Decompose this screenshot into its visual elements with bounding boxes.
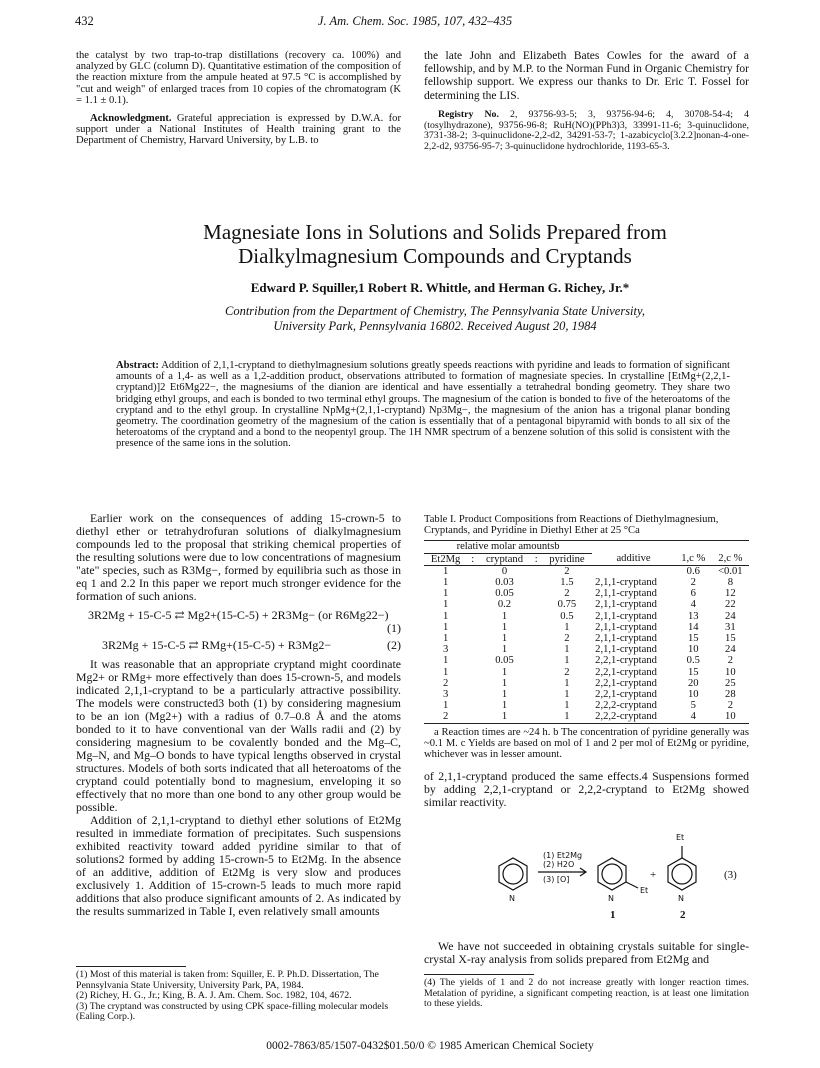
table-row <box>424 644 749 655</box>
registry-paragraph <box>424 110 749 153</box>
author-list: Edward P. Squiller,1 Robert R. Whittle, and Herman G. Richey, Jr.* <box>250 280 630 295</box>
table-cell: 4 <box>690 599 696 611</box>
n-atom-product-2: N <box>678 894 684 903</box>
equation-1 <box>76 609 401 635</box>
table-header-cell: : <box>534 553 538 565</box>
table-spacer-cell <box>531 622 542 633</box>
table-cell: 24 <box>725 610 736 622</box>
table-spacer-cell <box>467 565 478 577</box>
abstract-text: Addition of 2,1,1-cryptand to diethylmagnesium solutions greatly speeds reactions with pyridine and leads to formation of significant amounts of a 1,4- as well as a 1,2-addition product, observations attributed to formation of magnesiate species. In crystalline [EtMg+(2,2,1-cryptand)]2 Et6Mg22−, the magnesiums of the dianion are identical and have essentially a tetrahedral bonding geometry. They share two bridging ethyl groups, and each is bonded to two terminal ethyl groups. The magnesium of the cation is bonded to five of the heteroatoms of the cryptand and to the ethyl group. In crystalline NpMg+(2,1,1-cryptand) Np3Mg−, the magnesium of the anion has a trigonal planar bonding geometry. The coordination geometry of the magnesium of the cation is essentially that of a pentagonal bipyramid with bonds to all six of the heteroatoms of the cryptand and a bond to the neopentyl group. The 1H NMR spectrum of a benzene solution of this solid is consistent with the presence of the same ions in the solution. <box>116 360 730 450</box>
table-spacer-cell <box>467 678 478 689</box>
right-paragraph-1: of 2,1,1-cryptand produced the same effects.4 Suspensions formed by adding 2,2,1-cryptand or 2,2,2-cryptand to Et2Mg showed similar reactivity. <box>424 769 749 809</box>
table-cell: 1 <box>442 577 449 589</box>
table-cell: 2,1,1-cryptand <box>595 577 657 589</box>
right-paragraph-2-block <box>424 940 749 966</box>
table-cell: 2 <box>564 633 570 645</box>
acknowledgment-text: Grateful appreciation is expressed by D.W.A. for support under a National Institutes of Health training grant to the Department of Chemistry, Harvard University, by L.B. to <box>76 113 401 147</box>
table-spacer-cell <box>467 588 478 599</box>
right-footnote-rule <box>424 974 534 975</box>
table-cell: 2 <box>727 655 733 667</box>
footnote-2: (2) Richey, H. G., Jr.; King, B. A. J. Am. Chem. Soc. 1982, 104, 4672. <box>76 990 352 1002</box>
table-cell: 1 <box>442 621 449 633</box>
table-cell: 1 <box>501 677 508 689</box>
reactivity-paragraph: Addition of 2,1,1-cryptand to diethyl ether solutions of Et2Mg resulted in immediate formation of precipitates. Such suspensions exhibited reactivity toward added pyridine similar to that of solutions2 formed by adding 15-crown-5 to Et2Mg. In the absence of an additive, addition of Et2Mg is very slow and produces exclusively 1. Addition of 15-crown-5 leads to much more rapid additions that also produce significant amounts of 2. As indicated by the results summarized in Table I, even relatively small amounts <box>76 813 401 918</box>
table-spacer-cell <box>467 599 478 610</box>
n-atom-product-1: N <box>608 894 614 903</box>
table-cell: 1 <box>564 644 570 656</box>
title-line-1: Magnesiate Ions in Solutions and Solids Prepared from <box>203 220 667 244</box>
table-header-cell: 1,c % <box>681 553 706 565</box>
left-footnotes <box>76 966 401 1023</box>
table-header-cell: : <box>471 553 475 565</box>
table-cell: 1 <box>501 666 508 678</box>
table-header-cell: Et2Mg <box>430 553 461 565</box>
table-cell: 10 <box>725 666 736 678</box>
table-cell: 0 <box>501 565 508 577</box>
table-cell: 1 <box>564 700 570 712</box>
table-cell: 0.2 <box>497 599 512 611</box>
table-row <box>424 599 749 610</box>
reagent-2: (2) H2O <box>543 860 575 869</box>
running-header <box>75 14 755 32</box>
table-spacer-cell <box>531 611 542 622</box>
table-header-cell: cryptand <box>485 553 524 565</box>
table-spacer-cell <box>467 577 478 588</box>
table-row <box>424 689 749 700</box>
acknowledgment-label: Acknowledgment. <box>90 113 172 125</box>
title-line-2: Dialkylmagnesium Compounds and Cryptands <box>238 244 632 268</box>
table-spacer-cell <box>467 667 478 678</box>
journal-citation: J. Am. Chem. Soc. 1985, 107, 432–435 <box>317 14 513 28</box>
prev-article-right-column <box>424 50 749 153</box>
table-row <box>424 711 749 722</box>
table-cell: 4 <box>690 711 696 723</box>
prev-article-left-column <box>76 50 401 147</box>
table-row <box>424 611 749 622</box>
table-cell: 15 <box>725 633 736 645</box>
table-cell: 2,2,1-cryptand <box>595 689 657 701</box>
table-cell: 2,1,1-cryptand <box>595 644 657 656</box>
table-spacer-cell <box>531 588 542 599</box>
equation-2 <box>76 639 401 652</box>
table-row <box>424 577 749 588</box>
pyridine-aromatic-circle <box>503 864 523 884</box>
table-spacer-cell <box>531 565 542 577</box>
table-cell: 2,1,1-cryptand <box>595 588 657 600</box>
acknowledgment-paragraph <box>76 113 401 147</box>
table-cell: 1 <box>501 711 508 723</box>
models-paragraph: It was reasonable that an appropriate cryptand might coordinate Mg2+ or RMg+ more effectively than does 15-crown-5, and models indicated 2,1,1-cryptand to be a particularly attractive possibility. The models were constructed3 both (1) by considering magnesium to be an ion (Mg2+) with a radius of 0.7–0.8 Å and the atoms bonded to it to have conventional van der Walls radii and (2) by considering magnesium to be covalently bonded and the Mg–C, Mg–N, and Mg–O bonds to have typical lengths observed in crystal structures. Models of both sorts indicated that all heteroatoms of the cryptand could potentially bond to magnesium, enveloping it so effectively that no more than one bond to any other group would be possible. <box>76 657 401 814</box>
equation-3-number: (3) <box>724 869 737 881</box>
table-header-cell: pyridine <box>549 553 585 565</box>
table-cell: 20 <box>688 677 699 689</box>
table-header-cell: 2,c % <box>718 553 743 565</box>
table-cell: 22 <box>725 599 736 611</box>
table-grid <box>424 541 749 722</box>
table-bottom-rule <box>424 723 749 724</box>
footnote-1: (1) Most of this material is taken from: Squiller, E. P. Ph.D. Dissertation, The Pennsylvania State University, University Park, PA, 1984. <box>76 969 379 991</box>
table-spacer-cell <box>531 655 542 666</box>
table-cell: 15 <box>688 633 699 645</box>
product-2-aromatic-circle <box>672 864 692 884</box>
table-cell: 10 <box>688 689 699 701</box>
table-cell: 1 <box>564 689 570 701</box>
product-label-2: 2 <box>680 909 686 921</box>
equation-2-number: (2) <box>387 638 401 652</box>
table-spacer-cell <box>467 622 478 633</box>
footnote-4: (4) The yields of 1 and 2 do not increase greatly with longer reaction times. Metalation of pyridine, a significant competing reaction, is at least one limitation to these yields. <box>424 977 749 1010</box>
equation-2-text: 3R2Mg + 15-C-5 ⇄ RMg+(15-C-5) + R3Mg2− <box>102 638 332 652</box>
table-cell: 0.75 <box>557 599 577 611</box>
table-cell: 24 <box>725 644 736 656</box>
table-cell: 2,2,1-cryptand <box>595 655 657 667</box>
table-cell: 2,1,1-cryptand <box>595 610 657 622</box>
equation-1-text: 3R2Mg + 15-C-5 ⇄ Mg2+(15-C-5) + 2R3Mg− (or R6Mg22−) <box>88 608 389 622</box>
table-caption: Table I. Product Compositions from Reactions of Diethylmagnesium, Cryptands, and Pyridine in Diethyl Ether at 25 °Ca <box>424 514 719 537</box>
table-cell: 2 <box>564 565 570 577</box>
body-right-column <box>424 770 749 809</box>
reaction-scheme-drawing <box>424 818 749 930</box>
reaction-scheme <box>424 818 749 930</box>
table-cell: 2,2,1-cryptand <box>595 677 657 689</box>
table-cell: 1 <box>501 621 508 633</box>
table-row <box>424 633 749 644</box>
table-cell: 2,1,1-cryptand <box>595 599 657 611</box>
table-row <box>424 700 749 711</box>
table-cell: 2 <box>564 666 570 678</box>
table-cell: 1 <box>442 588 449 600</box>
table-cell: 2,2,1-cryptand <box>595 666 657 678</box>
table-cell: 25 <box>725 677 736 689</box>
table-cell: 1 <box>501 689 508 701</box>
table-cell: 2 <box>442 677 449 689</box>
right-footnotes <box>424 974 749 1010</box>
table-cell: 2,2,2-cryptand <box>595 700 657 712</box>
table-row <box>424 667 749 678</box>
registry-text: 2, 93756-93-5; 3, 93756-94-6; 4, 30708-54-4; 4 (tosylhydrazone), 93756-96-8; RuH(NO)(PPh3)3, 33991-11-6; 3-quinuclidone, 3731-38-2; 3-quinuclidone-2,2-d2, 34291-53-7; 1-azabicyclo[3.2.2]nonan-4-one-2,2-d2, 93756-95-7; 3-quinuclidone hydrochloride, 1193-65-3. <box>424 108 750 153</box>
table-cell: 1.5 <box>560 577 574 589</box>
table-cell: 3 <box>442 689 449 701</box>
table-cell: 1 <box>442 610 449 622</box>
table-row <box>424 588 749 599</box>
table-cell: 1 <box>501 610 508 622</box>
table-spacer-cell <box>467 633 478 644</box>
table-cell: 0.5 <box>686 655 700 667</box>
affiliation <box>175 304 695 334</box>
table-cell: 10 <box>688 644 699 656</box>
table-cell: 28 <box>725 689 736 701</box>
ethyl-label-product-2: Et <box>676 833 685 842</box>
table-header-cell: additive <box>616 553 651 565</box>
table-cell: 1 <box>564 655 570 667</box>
table-spacer-cell <box>467 689 478 700</box>
table-cell: 1 <box>564 621 570 633</box>
article-title <box>175 220 695 268</box>
table-cell: 1 <box>501 700 508 712</box>
table-cell: 12 <box>725 588 736 600</box>
table-cell: 8 <box>727 577 733 589</box>
table-cell: <0.01 <box>718 565 743 577</box>
plus-sign: + <box>650 869 657 881</box>
table-cell: 1 <box>442 565 449 577</box>
table-spacer-cell <box>531 678 542 689</box>
table-spacer-cell <box>531 644 542 655</box>
table-cell: 13 <box>688 610 699 622</box>
reagent-1: (1) Et2Mg <box>543 851 583 860</box>
table-cell: 5 <box>690 700 696 712</box>
equation-1-number: (1) <box>387 621 401 635</box>
table-spacer-cell <box>467 611 478 622</box>
prev-acknowledgment-cont: the late John and Elizabeth Bates Cowles for the award of a fellowship, and by M.P. to the Norman Fund in Organic Chemistry for fellowship support. We express our thanks to Dr. Eric T. Fossel for determining the LIS. <box>424 50 749 102</box>
affiliation-line-1: Contribution from the Department of Chemistry, The Pennsylvania State University, <box>225 304 645 318</box>
page-footer: 0002-7863/85/1507-0432$01.50/0 © 1985 American Chemical Society <box>266 1040 594 1052</box>
footnote-3: (3) The cryptand was constructed by using CPK space-filling molecular models (Ealing Corp.). <box>76 1000 389 1023</box>
table-cell: 31 <box>725 621 736 633</box>
table-spacer-cell <box>531 711 542 722</box>
table-cell: 1 <box>564 711 570 723</box>
product-label-1: 1 <box>610 909 616 921</box>
page-number: 432 <box>75 14 94 28</box>
table-row <box>424 655 749 666</box>
table-cell: 14 <box>688 621 699 633</box>
table-cell: 0.5 <box>560 610 574 622</box>
table-cell: 0.6 <box>686 565 700 577</box>
table-row <box>424 565 749 577</box>
n-atom-start: N <box>509 894 515 903</box>
abstract-label: Abstract: <box>116 360 159 371</box>
table-cell: 1 <box>442 599 449 611</box>
table-spacer-cell <box>467 644 478 655</box>
ethyl-label-product-1: Et <box>640 886 649 895</box>
table-cell: 2 <box>727 700 733 712</box>
table-cell: 10 <box>725 711 736 723</box>
table-spacer-cell <box>467 655 478 666</box>
table-cell: 0.03 <box>495 577 514 589</box>
table-cell: 1 <box>442 655 449 667</box>
table-header-row <box>424 553 749 565</box>
table-cell: 2 <box>442 711 449 723</box>
table-row <box>424 678 749 689</box>
table-spacer-cell <box>531 577 542 588</box>
abstract <box>116 360 730 450</box>
table-row <box>424 622 749 633</box>
affiliation-line-2: University Park, Pennsylvania 16802. Received August 20, 1984 <box>273 319 597 333</box>
prev-experimental-text: the catalyst by two trap-to-trap distillations (recovery ca. 100%) and analyzed by GLC (column D). Quantitative estimation of the composition of the reaction mixture from the ampule heated at 97.5 °C is accomplished by "cut and weigh" of enlarged traces from 10 copies of the chromatogram (K = 1.1 ± 0.1). <box>76 50 401 106</box>
table-spacer-cell <box>467 711 478 722</box>
table-spacer-cell <box>531 700 542 711</box>
table-cell: 1 <box>442 666 449 678</box>
table-cell: 6 <box>690 588 696 600</box>
table-group-header-row <box>424 541 749 553</box>
table-spacer-cell <box>531 667 542 678</box>
table-cell: 2 <box>564 588 570 600</box>
table-cell: 0.05 <box>495 588 514 600</box>
registry-label: Registry No. <box>438 108 499 120</box>
table-cell: 0.05 <box>495 655 514 667</box>
table-footnote: a Reaction times are ~24 h. b The concentration of pyridine generally was ~0.1 M. c Yields are based on mol of 1 and 2 per mol of Et2Mg or pyridine, whichever was in lesser amount. <box>424 726 749 761</box>
table-cell: 15 <box>688 666 699 678</box>
table-cell <box>592 565 675 577</box>
group-header: relative molar amountsb <box>424 541 592 553</box>
body-left-column <box>76 512 401 918</box>
table-cell: 2 <box>690 577 696 589</box>
footnote-rule <box>76 966 186 967</box>
right-paragraph-2: We have not succeeded in obtaining crystals suitable for single-crystal X-ray analysis from solids prepared from Et2Mg and <box>424 939 749 966</box>
table-cell: 3 <box>442 644 449 656</box>
intro-paragraph: Earlier work on the consequences of adding 15-crown-5 to diethyl ether or tetrahydrofuran solutions of dialkylmagnesium compounds led to the proposal that striking chemical properties of the resulting solutions were due to low concentrations of magnesium "ate" species, such as R3Mg−, formed by equilibria such as those in eq 1 and 2.2 In this paper we report much stronger evidence for the formation of such anions. <box>76 511 401 603</box>
table-cell: 1 <box>442 633 449 645</box>
group-header-spacer <box>592 541 749 553</box>
reagent-3: (3) [O] <box>543 875 570 884</box>
table-cell: 1 <box>501 644 508 656</box>
table-spacer-cell <box>531 599 542 610</box>
table-spacer-cell <box>531 689 542 700</box>
table-cell: 2,1,1-cryptand <box>595 621 657 633</box>
table-cell: 2,2,2-cryptand <box>595 711 657 723</box>
table-cell: 1 <box>442 700 449 712</box>
table-body <box>424 565 749 722</box>
table-spacer-cell <box>531 633 542 644</box>
table-cell: 1 <box>501 633 508 645</box>
product-1-ethyl-bond <box>626 882 638 888</box>
table-cell: 2,1,1-cryptand <box>595 633 657 645</box>
product-1-aromatic-circle <box>602 864 622 884</box>
table-1 <box>424 514 749 760</box>
table-spacer-cell <box>467 700 478 711</box>
table-cell: 1 <box>564 677 570 689</box>
